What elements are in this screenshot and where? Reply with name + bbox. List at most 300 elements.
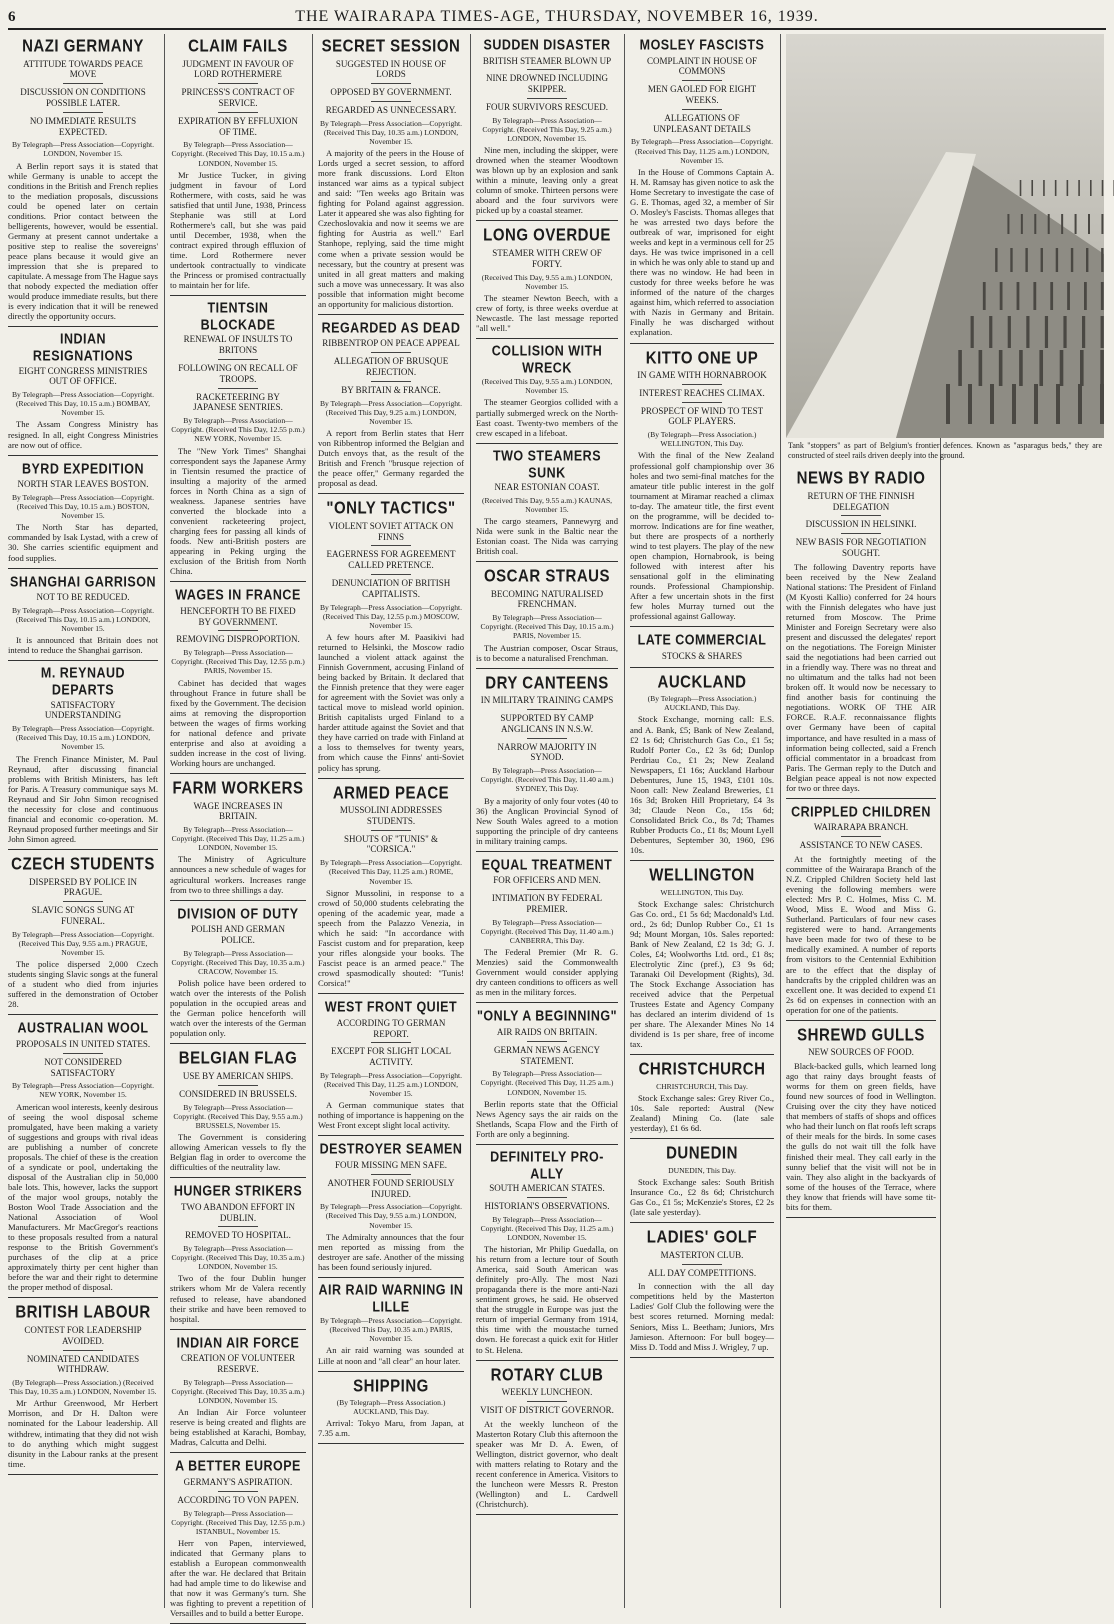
tank-stoppers-photo bbox=[786, 34, 1104, 438]
story-body: The Assam Congress Ministry has resigned. In all, eight Congress Ministries are now out of office. bbox=[8, 419, 158, 450]
story-headline: A BETTER EUROPE bbox=[175, 1458, 301, 1475]
story-divider bbox=[170, 900, 306, 901]
story-subhead: FOUR SURVIVORS RESCUED. bbox=[485, 102, 609, 113]
story-body: The Austrian composer, Oscar Straus, is to become a naturalised Frenchman. bbox=[476, 642, 618, 663]
story-dateline: CHRISTCHURCH, This Day. bbox=[656, 1082, 748, 1092]
story-subhead: NO IMMEDIATE RESULTS EXPECTED. bbox=[29, 115, 137, 137]
news-story bbox=[170, 1459, 306, 1624]
subhead-separator bbox=[218, 388, 258, 389]
story-body: Stock Exchange sales: Christchurch Gas Co. ord., £1 5s 6d; Macdonald's Ltd. ord., 2s 6d; Dunlop Rubber Co., £1 1s 9d; Mount Morgan, 10s. Sales reported: Bank of New Zealand, £2 1s 3d; G. J. Coles, £4; Woolworths Ltd. ord., £1 8s; Electrolytic Zinc (pref.), £3 9s 6d; Taranaki Oil Development (Rights), 3d. The Stock Exchange Association has received advice that the Perpetual Trustees Estate and Agency Company has declared an interim dividend of 1s per share. The Alexander Mines No 14 dividend is 1s per share, free of income tax. bbox=[630, 898, 774, 1050]
story-subhead: PROPOSALS IN UNITED STATES. bbox=[15, 1038, 151, 1049]
story-subhead: ALLEGATIONS OF UNPLEASANT DETAILS bbox=[653, 112, 751, 134]
story-subhead: HENCEFORTH TO BE FIXED BY GOVERNMENT. bbox=[180, 605, 296, 627]
story-headline: DRY CANTEENS bbox=[485, 673, 609, 693]
story-body: A majority of the peers in the House of Lords urged a secret session, to afford more frank discussions. Lord Elton instanced war aims as a typical subject and said: "Ten weeks ago Britain was fighting for Poland against aggression. Later it appeared she was also fighting for Czechoslovakia and now it seems we are fighting for Austria as well." Earl Stanhope, replying, said the time might come when a private session would be necessary, but the country at present was united in all great matters and making such a move was unnecessary. It was also possible that information might become an opportunity for malicious distortion. bbox=[318, 148, 464, 309]
story-body: A Berlin report says it is stated that while Germany is unable to accept the conditions in the British and French replies to the mediation proposals, discussions could be opened later on certain conditions. Prior contact between the belligerents, however, would be essential. Germany at present cannot undertake a positive step to realise the sovereigns' peace plans because it would give an impression that she is prepared to capitulate. A message from The Hague says that nobody expected the mediation offer would produce immediate results, but there is every indication that it will be renewed directly the opportunity occurs. bbox=[8, 160, 158, 322]
steel-rail bbox=[1055, 180, 1057, 196]
story-divider bbox=[630, 1054, 774, 1055]
story-subhead: ALLEGATION OF BRUSQUE REJECTION. bbox=[333, 356, 449, 378]
story-body: By a majority of only four votes (40 to 36) the Anglican Provincial Synod of New South Wales agreed to a motion supporting the principle of dry canteens in military training camps. bbox=[476, 795, 618, 846]
steel-rail bbox=[1067, 282, 1070, 310]
steel-rail bbox=[1063, 316, 1066, 348]
steel-rail bbox=[1075, 214, 1077, 234]
story-subhead: COMPLAINT IN HOUSE OF COMMONS bbox=[646, 55, 758, 77]
story-subhead: INTEREST REACHES CLIMAX. bbox=[639, 387, 765, 398]
story-body: The following Daventry reports have been received by the New Zealand National stations: The President of Finland (M Kyosti Kallio) conferred for 24 hours with the Finnish delegates who have just returned from Moscow. The Prime Minister and Foreign Secretary were also present and discussed the delegates' report on the negotiations. The Foreign Minister said the negotiations had been carried out in a friendly way. There was no threat and no ultimatum and the talks had not been broken off. It would now be necessary to find another basis for continuing the negotiations. WORK OF THE AIR FORCE. R.A.F. reconnaissance flights over Germany have been of capital importance, and have resulted in a mass of information being collected, said a French official commentator in a broadcast from Paris. The German reply to the Dutch and Belgian peace appeal is not now expected for two or three days. bbox=[786, 561, 936, 793]
story-dateline: By Telegraph—Press Association—Copyright. (Received This Day, 11.25 a.m.) LONDON, November 15. bbox=[480, 1214, 614, 1242]
steel-rail bbox=[968, 384, 972, 424]
subhead-separator bbox=[371, 574, 411, 575]
steel-rail bbox=[1078, 180, 1080, 196]
story-body: A few hours after M. Paasikivi had returned to Helsinki, the Moscow radio launched a violent attack against the Finnish Government, accusing Finland of being backed by Britain. It declared that the Finnish pretence that they were eager for agreement with the Soviet was only a tactical move to mislead world opinion. British capitalists urged Finland to a harder attitude against the Soviet and that they have carried on trade with Finland at a loss to themselves for twenty years, from which cause the Finns' anti-Soviet policy has sprung. bbox=[318, 631, 464, 773]
news-story bbox=[170, 907, 306, 1045]
news-story bbox=[630, 1229, 774, 1357]
news-story bbox=[8, 1021, 158, 1298]
story-headline: CHRISTCHURCH bbox=[638, 1060, 766, 1080]
column-rule bbox=[624, 34, 625, 1608]
story-body: The steamer Newton Beech, with a crew of forty, is three weeks overdue at Newcastle. The last message reported "all well." bbox=[476, 292, 618, 333]
story-subhead: INTIMATION BY FEDERAL PREMIER. bbox=[491, 893, 603, 914]
story-subhead: EAGERNESS FOR AGREEMENT CALLED PRETENCE. bbox=[326, 549, 456, 571]
subhead-separator bbox=[527, 738, 567, 739]
story-headline: AIR RAID WARNING IN LILLE bbox=[318, 1281, 464, 1315]
story-divider bbox=[786, 1217, 936, 1218]
story-subhead: WAIRARAPA BRANCH. bbox=[813, 822, 909, 833]
news-story bbox=[476, 447, 618, 562]
story-divider bbox=[170, 1452, 306, 1453]
story-dateline: By Telegraph—Press Association—Copyright. (Received This Day, 9.55 a.m.) PRAGUE, November 15. bbox=[11, 929, 155, 957]
story-subhead: ANOTHER FOUND SERIOUSLY INJURED. bbox=[327, 1177, 455, 1199]
subhead-separator bbox=[682, 80, 722, 81]
story-subhead: NOT CONSIDERED SATISFACTORY bbox=[44, 1056, 122, 1078]
story-subhead: JUDGMENT IN FAVOUR OF LORD ROTHERMERE bbox=[182, 58, 294, 80]
story-headline: HUNGER STRIKERS bbox=[173, 1182, 303, 1200]
story-divider bbox=[476, 220, 618, 221]
story-headline: TWO STEAMERS SUNK bbox=[492, 447, 602, 481]
story-headline: BRITISH LABOUR bbox=[15, 1303, 151, 1323]
story-headline: EQUAL TREATMENT bbox=[481, 856, 613, 873]
news-story bbox=[8, 1304, 158, 1474]
story-headline: ARMED PEACE bbox=[332, 783, 450, 803]
news-story bbox=[170, 780, 306, 901]
news-story bbox=[318, 1142, 464, 1278]
news-story bbox=[170, 1336, 306, 1454]
story-dateline: By Telegraph—Press Association—Copyright. (Received This Day, 10.35 a.m.) CRACOW, November 15. bbox=[171, 948, 305, 977]
story-headline: SHREWD GULLS bbox=[797, 1025, 925, 1045]
steel-rail bbox=[1056, 384, 1060, 424]
steel-rail bbox=[1067, 180, 1069, 196]
steel-rail bbox=[1026, 316, 1029, 348]
subhead-separator bbox=[527, 98, 567, 99]
news-story bbox=[476, 1148, 618, 1361]
story-subhead: NINE DROWNED INCLUDING SKIPPER. bbox=[486, 73, 608, 95]
steel-rail bbox=[995, 248, 997, 272]
subhead-separator bbox=[63, 901, 103, 902]
subhead-separator bbox=[218, 112, 258, 113]
story-divider bbox=[8, 1474, 158, 1475]
story-dateline: By Telegraph—Press Association—Copyright. (Received This Day, 10.35 a.m.) PARIS, November 15. bbox=[319, 1316, 463, 1344]
story-subhead: ASSISTANCE TO NEW CASES. bbox=[799, 840, 923, 851]
story-subhead: NEW SOURCES OF FOOD. bbox=[808, 1047, 914, 1058]
story-dateline: By Telegraph—Press Association—Copyright. (Received This Day, 9.25 a.m.) LONDON, November 15. bbox=[482, 115, 612, 144]
story-headline: SUDDEN DISASTER bbox=[483, 36, 611, 54]
story-divider bbox=[476, 1360, 618, 1361]
story-divider bbox=[8, 568, 158, 569]
story-divider bbox=[630, 626, 774, 627]
story-subhead: SHOUTS OF "TUNIS" & "CORSICA." bbox=[343, 833, 439, 855]
story-body: The Government is considering allowing American vessels to fly the Belgian flag in order to overcome the difficulties of the neutrality law. bbox=[170, 1131, 306, 1173]
story-subhead: OPPOSED BY GOVERNMENT. bbox=[330, 87, 452, 98]
story-subhead: WAGE INCREASES IN BRITAIN. bbox=[193, 800, 283, 822]
story-headline: LONG OVERDUE bbox=[483, 226, 611, 246]
steel-rail bbox=[1048, 214, 1050, 234]
split-columns bbox=[786, 466, 1104, 1224]
steel-rail bbox=[1090, 180, 1092, 196]
story-dateline: By Telegraph—Press Association—Copyright. (Received This Day, 11.40 a.m.) SYDNEY, This Day. bbox=[480, 766, 614, 794]
subhead-separator bbox=[527, 1401, 567, 1402]
story-dateline: WELLINGTON, This Day. bbox=[660, 887, 744, 897]
story-body: Berlin reports state that the Official News Agency says the air raids on the Shetlands, Scapa Flow and the Firth of Forth are only a beginning. bbox=[476, 1098, 618, 1139]
story-headline: OSCAR STRAUS bbox=[483, 566, 610, 587]
subhead-separator bbox=[218, 83, 258, 84]
story-divider bbox=[170, 1177, 306, 1178]
photo-caption: Tank "stoppers" as part of Belgium's frontier defences. Known as "asparagus beds," they are constructed of steel rails driven deeply into the ground. bbox=[788, 441, 1102, 460]
story-headline: TIENTSIN BLOCKADE bbox=[200, 300, 276, 333]
story-divider bbox=[476, 668, 618, 669]
story-subhead: REGARDED AS UNNECESSARY. bbox=[325, 104, 457, 115]
story-subhead: SOUTH AMERICAN STATES. bbox=[489, 1183, 605, 1194]
story-subhead: NARROW MAJORITY IN SYNOD. bbox=[497, 741, 597, 763]
story-subhead: POLISH AND GERMAN POLICE. bbox=[190, 924, 285, 946]
subhead-separator bbox=[682, 402, 722, 403]
story-body: In connection with the all day competitions held by the Masterton Ladies' Golf Club the following were the best scores returned. Morning medal: Seniors, Miss L. Beetham; Juniors, Mrs Jamieson. Afternoon: For bull bogey—Miss D. Todd and Miss J. Wrigley, 7 up. bbox=[630, 1281, 774, 1352]
steel-rail bbox=[983, 282, 986, 310]
steel-rail bbox=[1008, 316, 1011, 348]
story-subhead: NOMINATED CANDIDATES WITHDRAW. bbox=[26, 1353, 140, 1375]
story-subhead: FOUR MISSING MEN SAFE. bbox=[334, 1159, 448, 1170]
story-subhead: WEEKLY LUNCHEON. bbox=[501, 1387, 593, 1398]
story-body: Signor Mussolini, in response to a crowd of 50,000 students celebrating the opening of the academic year, made a speech from the Palazzo Venezia, in which he said: "In accordance with Fascist custom and for preparation, keep your rifles alongside your books. The Fascist peace is an armed peace." The crowd spasmodically shouted: "Tunis! Corsica!" bbox=[318, 887, 464, 989]
story-dateline: By Telegraph—Press Association—Copyright. (Received This Day, 11.25 a.m.) ROME, November 15. bbox=[319, 858, 463, 886]
subhead-separator bbox=[841, 515, 881, 516]
story-subhead: ACCORDING TO VON PAPEN. bbox=[177, 1494, 299, 1505]
story-body: A German communique states that nothing of importance is happening on the West Front except slight local activity. bbox=[318, 1100, 464, 1131]
story-subhead: MASTERTON CLUB. bbox=[660, 1249, 744, 1260]
subhead-separator bbox=[218, 630, 258, 631]
story-subhead: VIOLENT SOVIET ATTACK ON FINNS bbox=[328, 520, 454, 542]
story-headline: SHANGHAI GARRISON bbox=[9, 573, 156, 590]
story-dateline: By Telegraph—Press Association—Copyright. (Received This Day, 10.15 a.m.) PARIS, November 15. bbox=[480, 613, 614, 641]
story-body: Mr Justice Tucker, in giving judgment in favour of Lord Rothermere, with costs, said he was satisfied that until June, 1938, Princess Stephanie was still at Lord Rothermere's call, but she was paid until December, 1938, when the contract expired through effluxion of time. Lord Rothermere never undertook contractually to vindicate the Princess or promised contractually to maintain her for life. bbox=[170, 169, 306, 291]
news-story bbox=[786, 805, 936, 1021]
subhead-separator bbox=[218, 359, 258, 360]
story-headline: LATE COMMERCIAL bbox=[637, 632, 767, 649]
story-divider bbox=[476, 338, 618, 339]
story-body: The cargo steamers, Pannewyrg and Nida were sunk in the Baltic near the Estonian coast. The Nida was carrying British coal. bbox=[476, 515, 618, 557]
story-divider bbox=[8, 1297, 158, 1298]
story-subhead: DISPERSED BY POLICE IN PRAGUE. bbox=[29, 876, 137, 898]
steel-rail bbox=[1007, 214, 1009, 234]
story-subhead: PRINCESS'S CONTRACT OF SERVICE. bbox=[181, 87, 295, 108]
news-story bbox=[318, 500, 464, 778]
news-story bbox=[8, 333, 158, 455]
story-headline: DIVISION OF DUTY bbox=[177, 905, 299, 922]
story-dateline: By Telegraph—Press Association—Copyright. (Received This Day, 10.15 a.m.) LONDON, November 15. bbox=[11, 605, 155, 634]
subhead-separator bbox=[371, 352, 411, 353]
story-body: The Federal Premier (Mr R. G. Menzies) said the Commonwealth Government would consider applying dry canteen conditions to officers as well as men in the military forces. bbox=[476, 947, 618, 998]
news-story bbox=[630, 1145, 774, 1223]
column-rule bbox=[164, 34, 165, 1608]
story-subhead: RACKETEERING BY JAPANESE SENTRIES. bbox=[193, 391, 283, 413]
story-divider bbox=[318, 314, 464, 315]
story-subhead: HISTORIAN'S OBSERVATIONS. bbox=[484, 1200, 610, 1211]
story-headline: BYRD EXPEDITION bbox=[21, 460, 145, 477]
steel-rail bbox=[989, 316, 992, 348]
story-dateline: (By Telegraph—Press Association.) AUCKLAND, This Day. bbox=[647, 694, 757, 713]
steel-rail bbox=[1010, 248, 1012, 272]
subhead-separator bbox=[371, 1042, 411, 1043]
story-body: At the weekly luncheon of the Masterton Rotary Club this afternoon the speaker was Mr D. A. Ewen, of Wellington, district governor, who dealt with matters relating to Rotary and the recent conference in America. Visitors to the luncheon were Messrs R. Preston (Wellington) and L. Cardwell (Christchurch). bbox=[476, 1418, 618, 1510]
story-subhead: VISIT OF DISTRICT GOVERNOR. bbox=[480, 1404, 614, 1415]
story-headline: INDIAN AIR FORCE bbox=[176, 1334, 300, 1351]
story-headline: "ONLY TACTICS" bbox=[326, 498, 456, 519]
story-dateline: By Telegraph—Press Association—Copyright. (Received This Day, 10.15 a.m.) BOMBAY, November 15. bbox=[11, 390, 155, 418]
story-headline: COLLISION WITH WRECK bbox=[491, 342, 603, 376]
story-dateline: By Telegraph—Press Association—Copyright. (Received This Day, 11.25 a.m.) LONDON, November 15. bbox=[630, 137, 774, 165]
story-headline: REGARDED AS DEAD bbox=[321, 319, 461, 336]
story-body: Stock Exchange sales: South British Insurance Co., £2 8s 6d; Christchurch Gas Co., £1 5s; McKenzie's Stores, £2 2s (late sale yesterday). bbox=[630, 1176, 774, 1218]
story-body: Arrival: Tokyo Maru, from Japan, at 7.35 a.m. bbox=[318, 1418, 464, 1439]
news-story bbox=[476, 1367, 618, 1516]
story-divider bbox=[630, 343, 774, 344]
subhead-separator bbox=[218, 1085, 258, 1086]
steel-rail bbox=[1019, 350, 1023, 386]
steel-rail bbox=[1086, 248, 1088, 272]
story-divider bbox=[476, 1144, 618, 1145]
story-subhead: EIGHT CONGRESS MINISTRIES OUT OF OFFICE. bbox=[18, 365, 148, 387]
story-body: The steamer Georgios collided with a partially submerged wreck on the North-East coast. Twenty-two members of the crew escaped in a lifeboat. bbox=[476, 397, 618, 438]
story-divider bbox=[318, 1371, 464, 1372]
story-subhead: DENUNCIATION OF BRITISH CAPITALISTS. bbox=[331, 577, 451, 599]
story-dateline: By Telegraph—Press Association—Copyright. (Received This Day, 9.55 a.m.) BRUSSELS, November 15. bbox=[173, 1102, 303, 1130]
subhead-separator bbox=[682, 1264, 722, 1265]
story-divider bbox=[170, 1329, 306, 1330]
story-divider bbox=[170, 295, 306, 296]
story-dateline: By Telegraph—Press Association—Copyright. (Received This Day, 10.35 a.m.) LONDON, November 15. bbox=[171, 1244, 305, 1272]
story-dateline: By Telegraph—Press Association—Copyright. LONDON, November 15. bbox=[11, 140, 155, 159]
steel-rail bbox=[971, 316, 974, 348]
story-subhead: SUGGESTED IN HOUSE OF LORDS bbox=[335, 58, 447, 80]
story-body: The French Finance Minister, M. Paul Reynaud, after discussing financial problems with British Ministers, has left for Paris. A Treasury communique says M. Reynaud and Sir John Simon recognised the necessity for close and continuous financial and economic co-operation. M. Reynaud proposed further meetings and Sir John Simon agreed. bbox=[8, 753, 158, 844]
news-story bbox=[476, 568, 618, 669]
news-story bbox=[630, 867, 774, 1055]
steel-rail bbox=[1031, 180, 1033, 196]
story-headline: CLAIM FAILS bbox=[188, 36, 288, 57]
story-subhead: GERMAN NEWS AGENCY STATEMENT. bbox=[493, 1044, 600, 1066]
subhead-separator bbox=[527, 69, 567, 70]
news-story bbox=[318, 1000, 464, 1136]
story-dateline: By Telegraph—Press Association—Copyright. NEW YORK, November 15. bbox=[11, 1081, 155, 1100]
story-headline: WELLINGTON bbox=[649, 865, 755, 886]
steel-rail bbox=[1101, 282, 1104, 310]
story-divider bbox=[786, 798, 936, 799]
story-subhead: NEW BASIS FOR NEGOTIATION SOUGHT. bbox=[795, 537, 927, 558]
column-4 bbox=[476, 34, 618, 1606]
news-story bbox=[8, 856, 158, 1015]
story-headline: DEFINITELY PRO-ALLY bbox=[490, 1148, 604, 1182]
story-divider bbox=[318, 493, 464, 494]
news-story bbox=[630, 674, 774, 861]
subhead-separator bbox=[371, 1174, 411, 1175]
story-subhead: EXCEPT FOR SLIGHT LOCAL ACTIVITY. bbox=[331, 1046, 451, 1068]
subhead-separator bbox=[63, 112, 103, 113]
steel-rail bbox=[1078, 384, 1082, 424]
story-divider bbox=[630, 1222, 774, 1223]
news-story bbox=[630, 1061, 774, 1139]
steel-rail bbox=[1020, 180, 1022, 196]
story-subhead: PROSPECT OF WIND TO TEST GOLF PLAYERS. bbox=[640, 405, 764, 427]
story-body: In the House of Commons Captain A. H. M. Ramsay has given notice to ask the Home Secretary to investigate the case of G. E. Thomas, aged 32, a member of Sir O. Mosley's Fascists. Thomas alleges that he was arrested two days before the outbreak of war, imprisoned for eight weeks and kept in a verminous cell for 25 days. He was twice imprisoned in a cell in which he was only able to stand up and there was no window. He had been in custody for three weeks before he was informed of the nature of the charges against him, which referred to association with Nazis in Germany and Britain. Finally he was discharged without explanation. bbox=[630, 166, 774, 338]
story-dateline: By Telegraph—Press Association—Copyright. (Received This Day, 12.55 p.m.) ISTANBUL, November 15. bbox=[171, 1508, 305, 1536]
news-story bbox=[318, 38, 464, 315]
story-dateline: (Received This Day, 9.55 a.m.) KAUNAS, November 15. bbox=[481, 495, 613, 514]
subhead-separator bbox=[527, 1197, 567, 1198]
story-body: Polish police have been ordered to watch over the interests of the Polish population in the occupied areas and the German police henceforth will watch over the interests of the German population only. bbox=[170, 978, 306, 1039]
story-subhead: IN MILITARY TRAINING CAMPS bbox=[480, 695, 614, 706]
story-dateline: By Telegraph—Press Association—Copyright. (Received This Day, 10.35 a.m.) LONDON, November 15. bbox=[319, 118, 463, 146]
steel-rail bbox=[1080, 350, 1084, 386]
story-subhead: ATTITUDE TOWARDS PEACE MOVE bbox=[23, 58, 143, 80]
story-divider bbox=[476, 1514, 618, 1515]
news-story bbox=[476, 858, 618, 1004]
story-dateline: By Telegraph—Press Association—Copyright. (Received This Day, 12.55 p.m.) PARIS, November 15. bbox=[171, 648, 305, 676]
news-story bbox=[476, 38, 618, 221]
story-divider bbox=[476, 1002, 618, 1003]
steel-rail bbox=[1071, 248, 1073, 272]
column-6 bbox=[786, 34, 1104, 1606]
story-divider bbox=[318, 1135, 464, 1136]
story-headline: "ONLY A BEGINNING" bbox=[476, 1008, 618, 1025]
story-subhead: CREATION OF VOLUNTEER RESERVE. bbox=[180, 1353, 296, 1375]
story-divider bbox=[630, 860, 774, 861]
steel-rail bbox=[1017, 282, 1020, 310]
page-number: 6 bbox=[8, 8, 16, 25]
story-divider bbox=[8, 660, 158, 661]
steel-rail bbox=[1101, 214, 1103, 234]
story-headline: M. REYNAUD DEPARTS bbox=[40, 665, 126, 699]
steel-rail bbox=[1088, 214, 1090, 234]
story-body: Stock Exchange, morning call: E.S. and A. Bank, £5; Bank of New Zealand, £2 1s 6d; Christchurch Gas Co., £1 5s; Rudolf Porter Co., £2 3s 6d; Dunlop Perdriau Co., £1 2s; New Zealand Newspapers, £1 16s; Auckland Harbour Debentures, June 15, 1943, £101 10s. Noon call: New Zealand Breweries, £1 16s 3d; Broken Hill Proprietary, £4 3s 3d; Claude Neon Co., 15s 6d; Consolidated Brick Co., 8s 7d; Thames Rubber Products Co., £1 8s; Mount Lyell Debentures, September 30, 1960, £96 10s. bbox=[630, 714, 774, 856]
story-subhead: CONSIDERED IN BRUSSELS. bbox=[179, 1088, 297, 1099]
story-subhead: BRITISH STEAMER BLOWN UP bbox=[482, 55, 612, 66]
column-2 bbox=[170, 34, 307, 1619]
story-headline: SECRET SESSION bbox=[321, 36, 461, 57]
subhead-separator bbox=[527, 889, 567, 890]
subhead-separator bbox=[371, 545, 411, 546]
subhead-separator bbox=[682, 384, 722, 385]
news-story bbox=[476, 227, 618, 339]
subhead-separator bbox=[63, 1350, 103, 1351]
story-headline: ROTARY CLUB bbox=[490, 1365, 604, 1385]
story-divider bbox=[476, 851, 618, 852]
news-story bbox=[170, 1050, 306, 1178]
story-divider bbox=[630, 1138, 774, 1139]
steel-rail bbox=[990, 384, 994, 424]
steel-rail bbox=[1033, 282, 1036, 310]
subhead-separator bbox=[841, 836, 881, 837]
story-headline: FARM WORKERS bbox=[172, 778, 304, 799]
story-headline: NAZI GERMANY bbox=[22, 36, 144, 57]
story-subhead: RENEWAL OF INSULTS TO BRITONS bbox=[183, 334, 293, 356]
story-headline: NEWS BY RADIO bbox=[796, 468, 926, 489]
subhead-separator bbox=[63, 83, 103, 84]
story-subhead: REMOVING DISPROPORTION. bbox=[176, 634, 300, 645]
story-body: The police dispersed 2,000 Czech students singing Slavic songs at the funeral of a student who died from injuries suffered in the demonstration of October 28. bbox=[8, 959, 158, 1010]
story-divider bbox=[630, 1357, 774, 1358]
story-body: A report from Berlin states that Herr von Ribbentrop informed the Belgian and Dutch envoys that, as the result of the British and French "brusque rejection of the peace offer," Germany regarded the proposal as dead. bbox=[318, 427, 464, 489]
steel-rail bbox=[999, 350, 1003, 386]
masthead bbox=[8, 6, 1106, 30]
story-divider bbox=[8, 455, 158, 456]
story-divider bbox=[318, 1443, 464, 1444]
column-rule bbox=[312, 34, 313, 1608]
story-subhead: USE BY AMERICAN SHIPS. bbox=[182, 1070, 294, 1081]
story-dateline: By Telegraph—Press Association—Copyright. (Received This Day, 11.25 a.m.) LONDON, November 15. bbox=[319, 1070, 463, 1099]
news-story bbox=[170, 38, 306, 296]
news-story bbox=[318, 321, 464, 494]
story-headline: WAGES IN FRANCE bbox=[175, 587, 301, 604]
news-story bbox=[476, 1009, 618, 1145]
story-divider bbox=[786, 1020, 936, 1021]
subhead-separator bbox=[63, 1053, 103, 1054]
story-body: Black-backed gulls, which learned long ago that rainy days brought feasts of worms for them on green fields, have found new sources of food in Wellington. Cruising over the city they have noticed that members of staffs of shops and offices who had their lunch on flat roofs left scraps of their meals for the birds. In some cases the gulls do not wait till the folk have finished their meal. They call early in the sunny belief that the visit will not be in vain. They also alight in the backyards of some of the houses of the Terrace, where they know that friends will have some tit-bits for them. bbox=[786, 1061, 936, 1212]
news-story bbox=[318, 1378, 464, 1445]
subhead-separator bbox=[527, 709, 567, 710]
story-body: Mr Arthur Greenwood, Mr Herbert Morrison, and Dr H. Dalton were nominated for the Labour leadership. All withdrew, intimating that they did not wish to do anything which might suggest disunity in the Labour ranks at the present time. bbox=[8, 1398, 158, 1469]
story-divider bbox=[318, 993, 464, 994]
story-headline: BELGIAN FLAG bbox=[178, 1049, 298, 1069]
story-subhead: STEAMER WITH CREW OF FORTY. bbox=[492, 248, 602, 269]
story-subhead: MUSSOLINI ADDRESSES STUDENTS. bbox=[339, 805, 443, 826]
steel-rail bbox=[1100, 350, 1104, 386]
story-divider bbox=[476, 561, 618, 562]
subhead-separator bbox=[218, 1491, 258, 1492]
story-headline: MOSLEY FASCISTS bbox=[639, 36, 765, 54]
subhead-separator bbox=[682, 109, 722, 110]
story-body: Cabinet has decided that wages throughout France in future shall be fixed by the Government. The decision aims at removing the disproportion between the wages of firms working for national defence and private enterprise and also at avoiding a sudden increase in the cost of living. Working hours are unchanged. bbox=[170, 677, 306, 768]
subhead-separator bbox=[371, 83, 411, 84]
news-story bbox=[786, 1027, 936, 1218]
story-subhead: NEAR ESTONIAN COAST. bbox=[494, 481, 600, 492]
story-dateline: By Telegraph—Press Association—Copyright. (Received This Day, 10.15 a.m.) LONDON, November 15. bbox=[171, 140, 305, 168]
steel-rail bbox=[1012, 384, 1016, 424]
subhead-separator bbox=[371, 101, 411, 102]
steel-rail bbox=[1000, 282, 1003, 310]
column-1 bbox=[8, 34, 158, 1606]
steel-rail bbox=[1043, 180, 1045, 196]
masthead-title: THE WAIRARAPA TIMES-AGE, THURSDAY, NOVEMBER 16, 1939. bbox=[295, 8, 819, 25]
story-subhead: SUPPORTED BY CAMP ANGLICANS IN N.S.W. bbox=[500, 713, 594, 734]
steel-rail bbox=[1102, 180, 1104, 196]
story-subhead: GERMANY'S ASPIRATION. bbox=[183, 1477, 293, 1488]
story-subhead: BECOMING NATURALISED FRENCHMAN. bbox=[490, 588, 604, 610]
story-dateline: (By Telegraph—Press Association.) (Received This Day, 10.35 a.m.) LONDON, November 15. bbox=[9, 1378, 157, 1397]
story-divider bbox=[476, 443, 618, 444]
story-subhead: BY BRITAIN & FRANCE. bbox=[341, 384, 441, 395]
story-body: An air raid warning was sounded at Lille at noon and "all clear" an hour later. bbox=[318, 1345, 464, 1366]
story-subhead: FOR OFFICERS AND MEN. bbox=[493, 875, 601, 886]
story-subhead: FOLLOWING ON RECALL OF TROOPS. bbox=[178, 363, 298, 384]
